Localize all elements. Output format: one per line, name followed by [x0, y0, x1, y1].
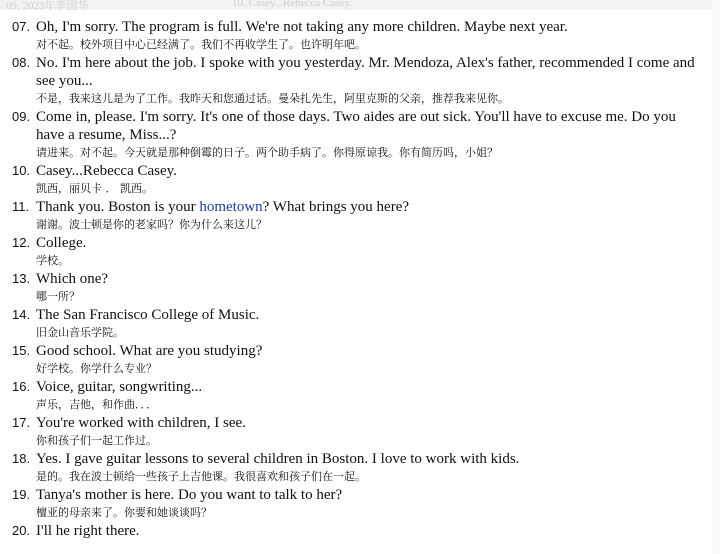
- dialogue-entry-12: [12, 234, 700, 270]
- line-number: 19.: [12, 487, 31, 502]
- line-number: 07.: [12, 19, 31, 34]
- chinese-translation: 学校。: [36, 254, 69, 267]
- chinese-translation: 哪一所？: [36, 290, 80, 303]
- line-number: 17.: [12, 415, 31, 430]
- english-line: Tanya's mother is here. Do you want to talk to her?: [36, 487, 343, 503]
- english-line: Good school. What are you studying?: [36, 343, 263, 359]
- dialogue-entry-15: [12, 342, 700, 378]
- english-line: No. I'm here about the job. I spoke with you yesterday. Mr. Mendoza, Alex's father, recommended I come and see you...: [36, 55, 695, 89]
- dialogue-entry-16: [12, 378, 700, 414]
- english-line: You're worked with children, I see.: [36, 415, 246, 431]
- dialogue-entry-17: [12, 414, 700, 450]
- chinese-translation: 是的。我在波士顿给一些孩子上吉他课。我很喜欢和孩子们在一起。: [36, 470, 366, 483]
- english-line: Yes. I gave guitar lessons to several children in Boston. I love to work with kids.: [36, 451, 520, 467]
- english-line: Casey...Rebecca Casey.: [36, 163, 177, 179]
- chinese-translation: 你和孩子们一起工作过。: [36, 434, 157, 447]
- english-line: College.: [36, 235, 87, 251]
- chinese-translation: 对不起。校外项目中心已经满了。我们不再收学生了。也许明年吧。: [36, 38, 366, 51]
- chinese-translation: 凯西，丽贝卡 ． 凯西。: [36, 182, 153, 195]
- dialogue-entry-07: [12, 18, 700, 54]
- english-line: I'll he right there.: [36, 523, 140, 539]
- dialogue-entry-10: [12, 162, 700, 198]
- chinese-translation: 请进来。对不起。今天就是那种倒霉的日子。两个助手病了。你得原谅我。你有简历吗，小姐？: [36, 146, 498, 159]
- hometown-link[interactable]: hometown: [199, 199, 263, 215]
- english-line: [36, 198, 409, 216]
- dialogue-entry-13: [12, 270, 700, 306]
- english-line-before: Thank you. Boston is your: [36, 199, 200, 215]
- chinese-translation: 不是，我来这儿是为了工作。我昨天和您通过话。曼朵扎先生，阿里克斯的父亲，推荐我来见你。: [36, 92, 509, 105]
- right-edge-shadow: [712, 0, 720, 554]
- dialogue-entry-20: [12, 522, 700, 540]
- dialogue-list: [0, 18, 700, 540]
- dialogue-entry-18: [12, 450, 700, 486]
- ghost-header-left: 09. 2023年李国华: [6, 0, 89, 12]
- line-number: 20.: [12, 523, 31, 538]
- chinese-translation: 谢谢。波士顿是你的老家吗？你为什么来这儿？: [36, 218, 267, 231]
- line-number: 15.: [12, 343, 31, 358]
- chinese-translation: 檀亚的母亲来了。你要和她谈谈吗？: [36, 506, 212, 519]
- english-line: Voice, guitar, songwriting...: [36, 379, 203, 395]
- top-band: [0, 0, 720, 10]
- dialogue-entry-09: [12, 108, 700, 162]
- line-number: 16.: [12, 379, 31, 394]
- english-line: Which one?: [36, 271, 109, 287]
- dialogue-entry-11: [12, 198, 700, 234]
- english-line: The San Francisco College of Music.: [36, 307, 260, 323]
- chinese-translation: 好学校。你学什么专业？: [36, 362, 157, 375]
- english-line-after: ? What brings you here?: [262, 199, 410, 215]
- line-number: 12.: [12, 235, 31, 250]
- ghost-header-right: 10. Casey...Rebecca Casey.: [232, 0, 352, 9]
- line-number: 08.: [12, 55, 31, 70]
- dialogue-entry-19: [12, 486, 700, 522]
- line-number: 14.: [12, 307, 31, 322]
- english-line: Come in, please. I'm sorry. It's one of those days. Two aides are out sick. You'll have to excuse me. Do you have a resume, Miss...?: [36, 109, 676, 143]
- english-line: Oh, I'm sorry. The program is full. We're not taking any more children. Maybe next year.: [36, 19, 568, 35]
- line-number: 11.: [12, 199, 30, 214]
- chinese-translation: 旧金山音乐学院。: [36, 326, 124, 339]
- dialogue-entry-14: [12, 306, 700, 342]
- line-number: 09.: [12, 109, 31, 124]
- chinese-translation: 声乐，吉他，和作曲．．．: [36, 398, 157, 411]
- line-number: 18.: [12, 451, 31, 466]
- line-number: 13.: [12, 271, 31, 286]
- line-number: 10.: [12, 163, 31, 178]
- dialogue-entry-08: [12, 54, 700, 108]
